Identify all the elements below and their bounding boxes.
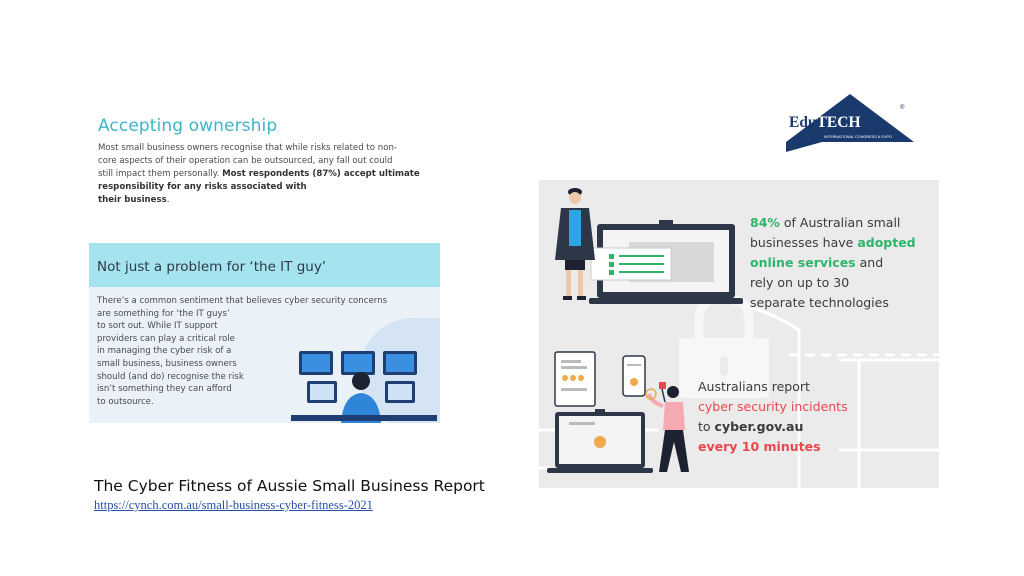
stat1-text-c: and — [855, 255, 884, 270]
logo-registered-mark: ® — [900, 105, 905, 111]
logo-tech: TECH — [816, 114, 861, 131]
stat2-text-b: to — [698, 419, 715, 434]
it-guy-line: There’s a common sentiment that believes cyber security concerns — [97, 296, 388, 306]
report-caption — [94, 477, 514, 513]
document-card-icon — [555, 352, 595, 406]
alert-flag-icon — [659, 382, 666, 389]
ownership-line-4-bold: responsibility for any risks associated with — [98, 182, 307, 192]
stat2-text-a: Australians report — [698, 379, 810, 394]
it-guy-header-band — [89, 243, 440, 287]
ownership-line-5-bold: their business — [98, 195, 167, 205]
accepting-ownership-text — [98, 142, 448, 207]
man-standing-illustration — [555, 188, 595, 300]
it-operator-monitors-illustration — [289, 343, 439, 423]
person-head — [352, 372, 370, 390]
ownership-line-3: still impact them personally. — [98, 169, 223, 179]
it-guy-line: are something for ‘the IT guys’ — [97, 308, 230, 319]
monitor-screen — [302, 354, 330, 372]
it-guy-line: small business, business owners — [97, 358, 237, 369]
it-guy-line: to outsource. — [97, 396, 154, 407]
stat-cyber-incidents — [698, 377, 928, 457]
monitor-screen — [344, 354, 372, 372]
it-guy-line: in managing the cyber risk of a — [97, 346, 232, 357]
stat1-text-a: of Australian small — [779, 215, 901, 230]
it-guy-line: isn’t something they can afford — [97, 384, 232, 395]
it-guy-line: to sort out. While IT support — [97, 321, 218, 332]
stat1-text-e: separate technologies — [750, 295, 889, 310]
logo-edu: Edu — [789, 114, 817, 131]
report-link[interactable]: https://cynch.com.au/small-business-cyber-fitness-2021 — [94, 498, 373, 512]
report-title: The Cyber Fitness of Aussie Small Business Report — [94, 477, 485, 495]
monitor-screen — [386, 354, 414, 372]
it-guy-panel — [89, 243, 440, 423]
stat2-site: cyber.gov.au — [714, 419, 804, 434]
edutech-logo — [784, 92, 916, 154]
stat2-highlight: cyber security incidents — [698, 399, 848, 414]
ownership-line-3-bold: Most respondents (87%) accept ultimate — [222, 169, 420, 179]
stat2-frequency: every 10 minutes — [698, 439, 821, 454]
it-guy-line: should (and do) recognise the risk — [97, 371, 244, 382]
stat-online-services — [750, 213, 939, 313]
phone-icon — [623, 356, 645, 396]
stat1-text-b: businesses have — [750, 235, 858, 250]
accepting-ownership-heading: Accepting ownership — [98, 116, 278, 136]
cyber-stats-infographic — [539, 180, 939, 488]
accepting-ownership-section — [98, 116, 448, 207]
app-window-icon — [591, 242, 714, 282]
ownership-line-5-end: . — [166, 195, 170, 205]
stat1-highlight-2: online services — [750, 255, 856, 270]
it-guy-heading: Not just a problem for ‘the IT guy’ — [97, 259, 327, 275]
stat1-highlight-1: adopted — [857, 235, 916, 250]
logo-subtitle: INTERNATIONAL CONGRESS & EXPO — [824, 135, 892, 139]
ownership-line-1: Most small business owners recognise that while risks related to non- — [98, 143, 397, 153]
it-guy-line: providers can play a critical role — [97, 333, 235, 344]
monitor-screen — [388, 384, 412, 400]
desk — [291, 415, 437, 421]
logo-wordmark — [789, 114, 861, 132]
ownership-line-2: core aspects of their operation can be outsourced, any fall out could — [98, 156, 393, 166]
stat-84-percent: 84% — [750, 215, 780, 230]
stat1-text-d: rely on up to 30 — [750, 275, 850, 290]
laptop-bottom-icon — [547, 409, 653, 473]
monitor-screen — [310, 384, 334, 400]
